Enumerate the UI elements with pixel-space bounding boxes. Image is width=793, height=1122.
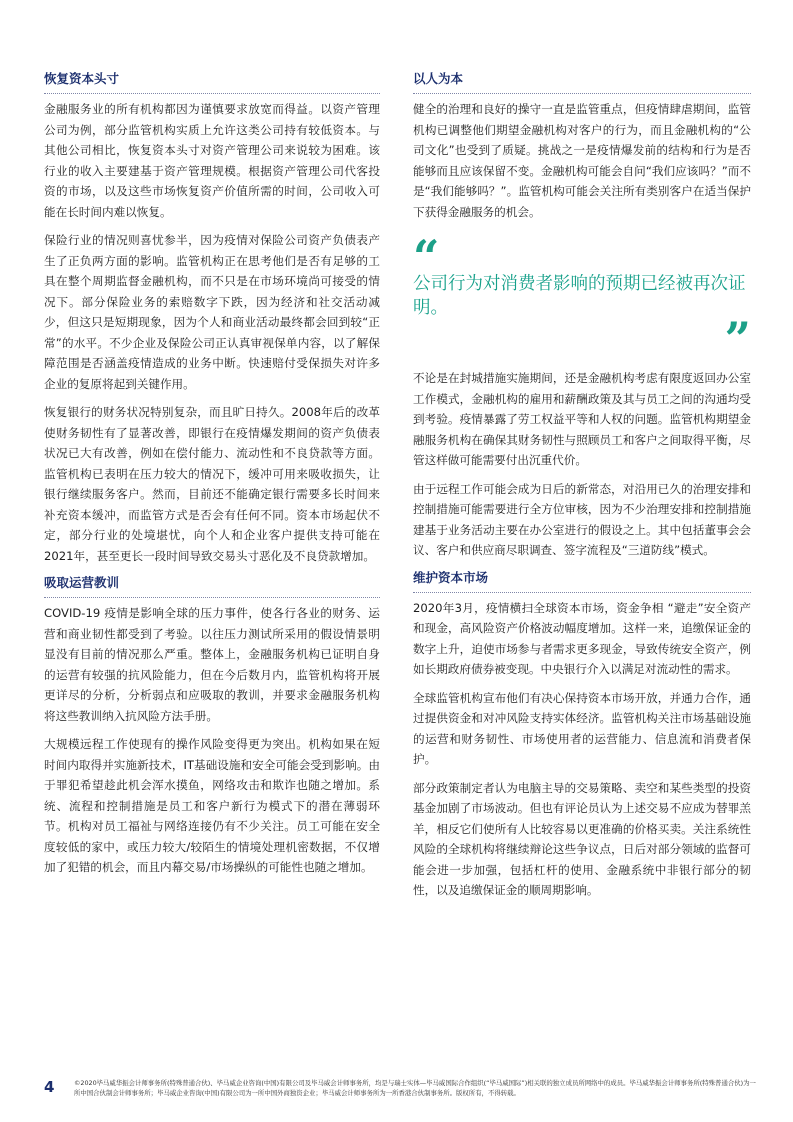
paragraph: 由于远程工作可能会成为日后的新常态，对沿用已久的治理安排和控制措施可能需要进行全方位审核，因为不少治理安排和控制措施建基于业务活动主要在办公室进行的假设之上。其中包括董事会会议、客户和供应商尽职调查、签字流程及“三道防线”模式。 [413, 481, 751, 557]
paragraph: 部分政策制定者认为电脑主导的交易策略、卖空和某些类型的投资基金加剧了市场波动。但也有评论员认为上述交易不应成为替罪羔羊，相反它们使所有人比较容易以更准确的价格买卖。关注系统性风险的全球机构将继续辩论这些争议点，日后对部分领域的监督可能会进一步加强，包括杠杆的使用、金融系统中非银行部分的韧性，以及追缴保证金的顺周期影响。 [413, 780, 751, 897]
legal-notice: ©2020毕马威华振会计师事务所(特殊普通合伙)、毕马威企业咨询(中国)有限公司及毕马威会计师事务所，均是与瑞士实体—毕马威国际合作组织(“毕马威国际”)相关联的独立成员所网络中的成员。毕马威华振会计师事务所(特殊普通合伙)为一所中国合伙制会计师事务所；毕马威企业咨询(中国)有限公司为一所中国外商独资企业；毕马威会计师事务所为一所香港合伙制事务所。版权所有，不得转载。 [74, 1079, 756, 1097]
paragraph: 健全的治理和良好的操守一直是监管重点，但疫情肆虐期间，监管机构已调整他们期望金融机构对客户的行为，而且金融机构的“公司文化”也受到了质疑。挑战之一是疫情爆发前的结构和行为是否能够而且应该保留不变。金融机构可能会自问“我们应该吗？”而不是“我们能够吗？”。监管机构可能会关注所有类别客户在适当保护下获得金融服务的机会。 [413, 102, 751, 219]
page-number: 4 [44, 1078, 55, 1096]
paragraph: 全球监管机构宣布他们有决心保持资本市场开放，并通力合作，通过提供资金和对冲风险支持实体经济。监管机构关注市场基础设施的运营和财务韧性、市场使用者的运营能力、信息流和消费者保护。 [413, 690, 751, 766]
paragraph: 恢复银行的财务状况特别复杂，而且旷日持久。2008年后的改革使财务韧性有了显著改善，即银行在疫情爆发期间的资产负债表状况已大有改善，例如在偿付能力、流动性和不良贷款等方面。监管机构已表明在压力较大的情况下，缓冲可用来吸收损失，让银行继续服务客户。然而，目前还不能确定银行需要多长时间来补充资本缓冲，而监管方式是否会有任何不同。资本市场起伏不定，部分行业的处境堪忧，向个人和企业客户提供支持可能在2021年，甚至更长一段时间导致交易头寸恶化及不良贷款增加。 [44, 405, 380, 563]
paragraph: 大规模远程工作使现有的操作风险变得更为突出。机构如果在短时间内取得并实施新技术，IT基础设施和安全可能会受到影响。由于罪犯希望趁此机会浑水摸鱼，网络攻击和欺诈也随之增加。系统、流程和控制措施是员工和客户新行为模式下的潜在薄弱环节。机构对员工福祉与网络连接仍有不少关注。员工可能在安全度较低的家中，或压力较大/较陌生的情境处理机密数据，不仅增加了犯错的机会，而且内幕交易/市场操纵的可能性也随之增加。 [44, 737, 380, 874]
paragraph: 保险行业的情况则喜忧参半，因为疫情对保险公司资产负债表产生了正负两方面的影响。监管机构正在思考他们是否有足够的工具在整个周期监督金融机构，而不只是在市场环境尚可接受的情况下。部分保险业务的索赔数字下跌，因为经济和社交活动减少，但这只是短期现象，因为个人和商业活动最终都会回到较“正常”的水平。不少企业及保险公司正认真审视保单内容，以了解保障范围是否涵盖疫情造成的业务中断。快速赔付受保损失对许多企业的复原将起到关键作用。 [44, 233, 380, 391]
right-column [413, 70, 751, 909]
paragraph: COVID-19 疫情是影响全球的压力事件，使各行各业的财务、运营和商业韧性都受到了考验。以往压力测试所采用的假设情景明显没有目前的情况那么严重。整体上，金融服务机构已证明自身的运营有较强的抗风险能力，但在今后数月内，监管机构将开展更详尽的分析，分析弱点和应吸取的教训，并要求金融服务机构将这些教训纳入抗风险方法手册。 [44, 606, 380, 723]
section-heading-people-first: 以人为本 [413, 70, 751, 94]
close-quote-icon: ” [724, 312, 751, 366]
section-heading-restore-capital: 恢复资本头寸 [44, 70, 380, 94]
pull-quote-text: 公司行为对消费者影响的预期已经被再次证明。 [413, 274, 746, 318]
left-column [44, 70, 380, 886]
paragraph: 金融服务业的所有机构都因为谨慎要求放宽而得益。以资产管理公司为例，部分监管机构实质上允许这类公司持有较低资本。与其他公司相比，恢复资本头寸对资产管理公司来说较为困难。该行业的收入主要建基于资产管理规模。根据资产管理公司代客投资的市场，以及这些市场恢复资产价值所需的时间，公司收入可能在长时间内难以恢复。 [44, 102, 380, 219]
paragraph: 2020年3月，疫情横扫全球资本市场，资金争相 “避走”安全资产和现金，高风险资产价格波动幅度增加。这样一来，追缴保证金的数字上升，迫使市场参与者需求更多现金，导致传统安全资产，例如长期政府债券被变现。中央银行介入以满足对流动性的需求。 [413, 600, 751, 676]
section-heading-operational-lessons: 吸取运营教训 [44, 574, 380, 598]
paragraph: 不论是在封城措施实施期间，还是金融机构考虑有限度返回办公室工作模式，金融机构的雇用和薪酬政策及其与员工之间的沟通均受到考验。疫情暴露了劳工权益平等和人权的问题。监管机构期望金融服务机构在确保其财务韧性与照顾员工和客户之间取得平衡，尽管这样做可能需要付出沉重代价。 [413, 371, 751, 467]
section-heading-capital-markets: 维护资本市场 [413, 569, 751, 593]
open-quote-icon: “ [413, 230, 440, 284]
pull-quote [413, 230, 751, 366]
